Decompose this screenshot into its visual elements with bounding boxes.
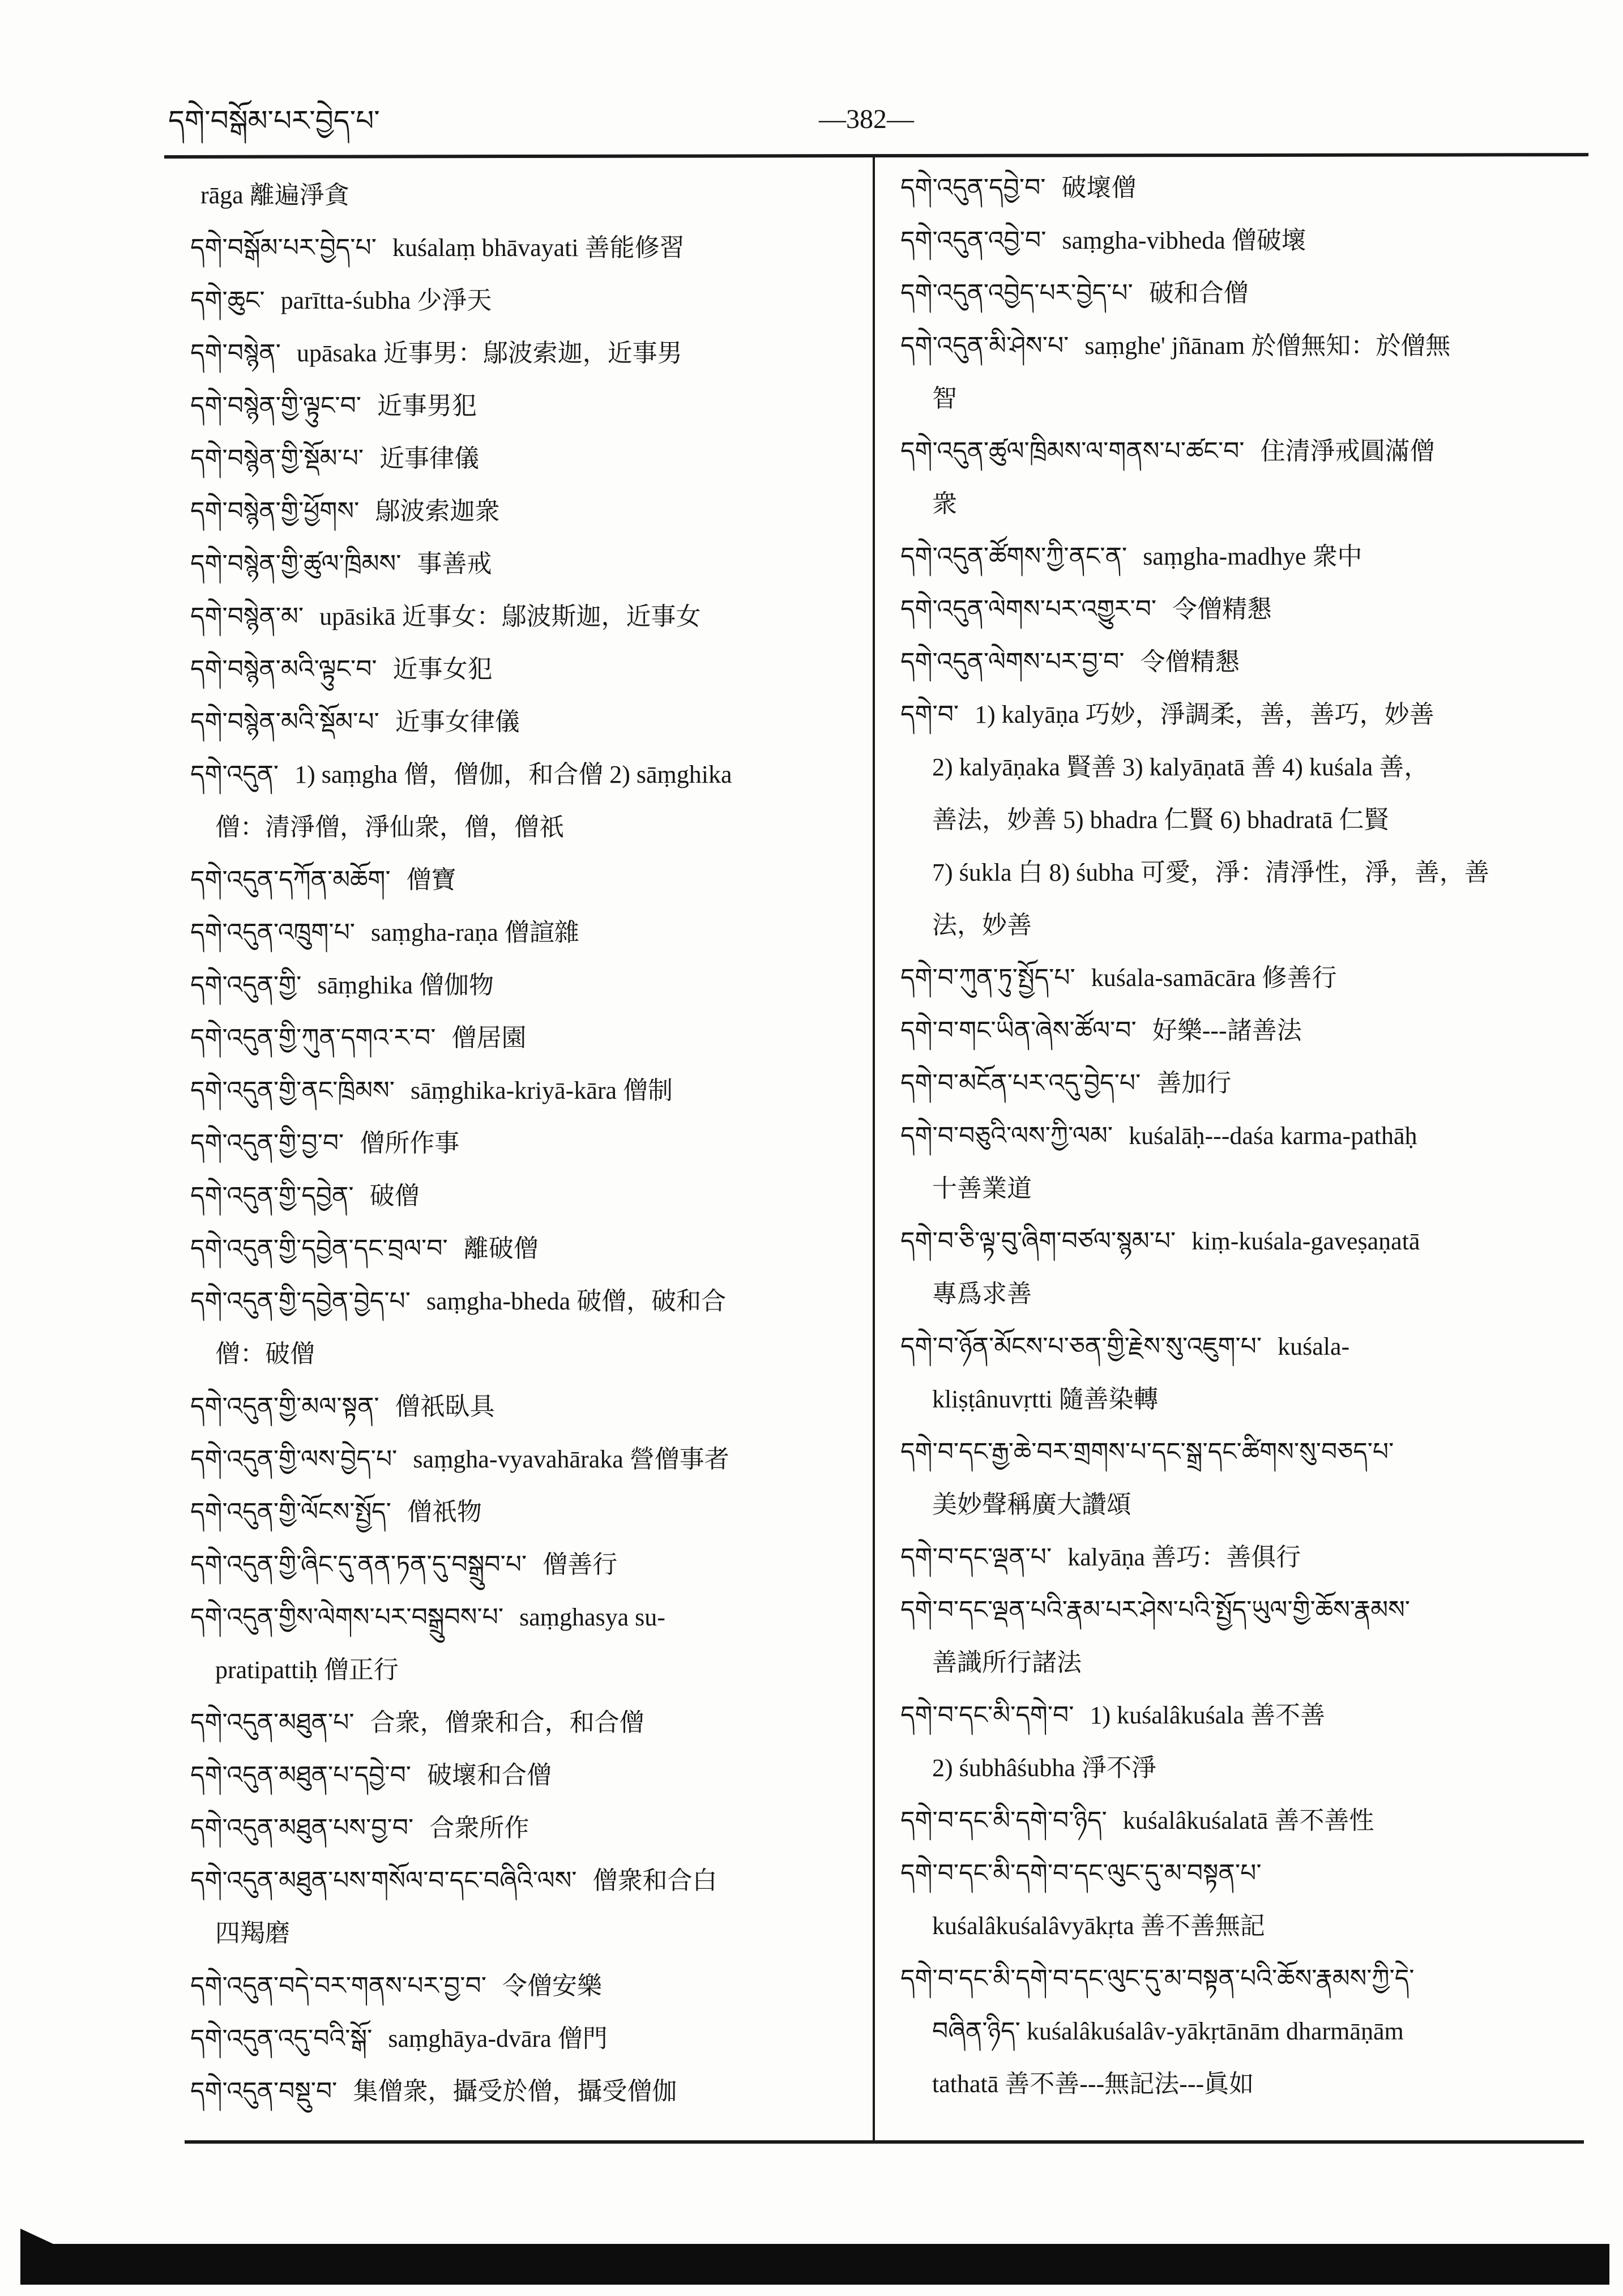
tibetan-headword: དགེ་བསྙེན་མའི་སྡོམ་པ་	[190, 707, 379, 736]
entry-headline	[900, 1584, 1597, 1636]
dictionary-entry	[190, 2012, 866, 2065]
tibetan-headword: དགེ་འདུན་གྱི་ལོངས་སྤྱོད་	[190, 1497, 391, 1526]
dictionary-entry	[190, 1696, 866, 1749]
entry-gloss: sāṃghika 僧伽物	[317, 971, 494, 999]
dictionary-entry	[190, 537, 866, 590]
entry-gloss: 合衆所作	[429, 1814, 529, 1842]
entry-headline	[190, 1538, 866, 1591]
entry-headline	[190, 1591, 866, 1644]
entry-gloss: 僧所作事	[360, 1129, 460, 1157]
dictionary-entry	[190, 1749, 866, 1802]
right-column	[900, 161, 1597, 2113]
entry-headline	[190, 748, 866, 801]
entry-headline	[190, 643, 866, 695]
entry-headline	[190, 1433, 866, 1486]
dictionary-entry	[190, 1802, 866, 1854]
entry-gloss: saṃgha-bheda 破僧，破和合	[426, 1287, 727, 1315]
entry-headline	[190, 485, 866, 537]
entry-headline	[900, 1426, 1597, 1478]
dictionary-entry	[190, 695, 866, 748]
tibetan-headword: དགེ་འདུན་མི་ཤེས་པ་	[900, 331, 1069, 360]
entry-gloss: sāṃghika-kriyā-kāra 僧制	[410, 1077, 673, 1104]
entry-gloss: 事善戒	[417, 550, 492, 578]
tibetan-headword: དགེ་འདུན་གྱི་མལ་སྟན་	[190, 1392, 379, 1421]
dictionary-entry	[900, 688, 1597, 951]
entry-headline	[900, 1109, 1597, 1162]
entry-gloss: 破僧	[369, 1182, 420, 1210]
entry-continuation: kuśalâkuśalâvyākṛta 善不善無記	[932, 1912, 1265, 1940]
entry-headline	[900, 319, 1597, 372]
tibetan-headword: དགེ་བ་གང་ཡིན་ཞེས་ཚོལ་བ་	[900, 1016, 1137, 1045]
tibetan-headword: དགེ་འདུན་གྱིས་ལེགས་པར་བསྒྲུབས་པ་	[190, 1603, 504, 1632]
entry-headline	[900, 1689, 1597, 1742]
entry-continuation: rāga 離遍淨貪	[200, 181, 349, 209]
dictionary-entry	[190, 906, 866, 959]
entry-headline	[190, 379, 866, 432]
entry-gloss: kalyāṇa 善巧：善俱行	[1067, 1543, 1301, 1571]
dictionary-entry	[190, 1538, 866, 1591]
dictionary-entry	[190, 1012, 866, 1064]
tibetan-headword: དགེ་འདུན་མཐུན་པས་གསོལ་བ་དང་བཞིའི་ལས་	[190, 1866, 577, 1895]
tibetan-headword: དགེ་འདུན་གྱི་ལས་བྱེད་པ་	[190, 1445, 398, 1474]
entry-headline	[900, 1952, 1597, 2005]
entry-gloss: parītta-śubha 少淨天	[280, 287, 492, 314]
entry-headline	[190, 1749, 866, 1802]
entry-gloss: 合衆，僧衆和合，和合僧	[370, 1709, 644, 1736]
dictionary-entry	[190, 1275, 866, 1380]
entry-gloss: kuśalāḥ---daśa karma-pathāḥ	[1129, 1122, 1417, 1150]
tibetan-headword: དགེ་འདུན་གྱི་ཞིང་དུ་ནན་ཏན་དུ་བསྒྲུབ་པ་	[190, 1550, 527, 1579]
header-rule	[164, 153, 1588, 159]
dictionary-entry	[900, 1952, 1597, 2110]
entry-headline	[900, 1215, 1597, 1268]
dictionary-entry	[900, 635, 1597, 688]
dictionary-entry	[190, 432, 866, 485]
dictionary-entry	[190, 2065, 866, 2118]
tibetan-headword: དགེ་ཆུང་	[190, 286, 265, 315]
entry-gloss: saṃgha-vyavahāraka 營僧事者	[413, 1445, 729, 1473]
entry-gloss: 1) saṃgha 僧，僧伽，和合僧 2) sāṃghika	[294, 761, 732, 788]
dictionary-entry	[900, 1057, 1597, 1109]
entry-gloss: 集僧衆，攝受於僧，攝受僧伽	[353, 2077, 677, 2105]
entry-gloss: 近事男犯	[377, 392, 477, 420]
tibetan-headword: དགེ་བ་དང་མི་དགེ་བ་ཉིད་	[900, 1806, 1107, 1835]
tibetan-headword: དགེ་བ་མངོན་པར་འདུ་བྱེད་པ་	[900, 1069, 1141, 1098]
dictionary-entry	[900, 161, 1597, 214]
entry-continuation: 美妙聲稱廣大讚頌	[932, 1491, 1131, 1518]
tibetan-headword: དགེ་འདུན་ལེགས་པར་བྱ་བ་	[900, 647, 1125, 676]
entry-headline	[190, 1222, 866, 1275]
entry-headline	[900, 1847, 1597, 1900]
tibetan-headword: དགེ་བ་	[900, 700, 959, 729]
tibetan-headword: དགེ་འདུན་མཐུན་པ་དབྱེ་བ་	[190, 1761, 412, 1790]
dictionary-entry	[190, 485, 866, 537]
dictionary-entry	[190, 1591, 866, 1696]
entry-gloss: kuśalâkuśalatā 善不善性	[1122, 1807, 1374, 1834]
dictionary-entry	[190, 1433, 866, 1486]
left-column	[190, 169, 866, 2120]
dictionary-entry	[900, 1426, 1597, 1531]
entry-headline	[190, 221, 866, 274]
dictionary-entry	[900, 319, 1597, 425]
bottom-rule	[185, 2140, 1584, 2144]
entry-headline	[190, 959, 866, 1012]
tibetan-headword: དགེ་བ་དང་མི་དགེ་བ་	[900, 1701, 1074, 1730]
running-head-title: དགེ་བསྒོམ་པར་བྱེད་པ་	[168, 104, 380, 137]
dictionary-entry	[900, 1109, 1597, 1215]
entry-continuation: 專爲求善	[932, 1280, 1032, 1308]
dictionary-entry	[190, 1486, 866, 1538]
dictionary-entry	[190, 590, 866, 643]
tibetan-headword: དགེ་བ་བཅུའི་ལས་ཀྱི་ལམ་	[900, 1121, 1113, 1150]
entry-gloss: upāsaka 近事男：鄔波索迦，近事男	[296, 339, 682, 367]
entry-headline	[190, 274, 866, 327]
dictionary-entry	[900, 1689, 1597, 1794]
tibetan-headword: དགེ་འདུན་བསྡུ་བ་	[190, 2077, 338, 2106]
entry-continuation: 智	[932, 385, 957, 412]
entry-continuation: tathatā 善不善---無記法---眞如	[932, 2070, 1254, 2098]
page-number: —382—	[819, 104, 914, 134]
entry-gloss: 好樂---諸善法	[1152, 1017, 1302, 1044]
entry-gloss: 善加行	[1156, 1069, 1232, 1097]
entry-gloss: 令僧精懇	[1140, 648, 1240, 676]
entry-headline	[900, 583, 1597, 635]
entry-headline	[900, 161, 1597, 214]
entry-gloss: 令僧安樂	[502, 1972, 602, 2000]
entry-gloss: saṃghasya su-	[519, 1603, 665, 1631]
entry-headline	[190, 1960, 866, 2012]
tibetan-headword: དགེ་འདུན་འབྱེ་བ་	[900, 226, 1047, 255]
entry-headline	[190, 1012, 866, 1064]
tibetan-headword: དགེ་འདུན་ལེགས་པར་འགྱུར་བ་	[900, 595, 1157, 624]
tibetan-headword: དགེ་འདུན་མཐུན་པས་བྱ་བ་	[190, 1813, 414, 1842]
entry-headline	[190, 695, 866, 748]
dictionary-entry	[190, 1380, 866, 1433]
tibetan-headword: དགེ་འདུན་གྱི་བྱ་བ་	[190, 1129, 344, 1158]
entry-continuation: བཞིན་ཉིད་ kuśalâkuśalâv-yākṛtānām dharmāṇām	[932, 2017, 1404, 2045]
entry-headline	[900, 1004, 1597, 1057]
entry-continuation: 善法，妙善 5) bhadra 仁賢 6) bhadratā 仁賢	[932, 806, 1389, 834]
tibetan-headword: དགེ་བ་དང་ལྡན་པ་	[900, 1543, 1052, 1572]
entry-headline	[190, 1170, 866, 1222]
entry-gloss: 鄔波索迦衆	[375, 497, 500, 525]
entry-headline	[900, 1057, 1597, 1109]
dictionary-entry	[900, 1794, 1597, 1847]
entry-headline	[900, 688, 1597, 741]
dictionary-entry	[190, 748, 866, 853]
tibetan-headword: དགེ་འདུན་ཚོགས་ཀྱི་ནང་ན་	[900, 542, 1127, 571]
entry-continuation: pratipattiḥ 僧正行	[215, 1656, 399, 1684]
entry-headline	[900, 214, 1597, 267]
entry-headline	[190, 1802, 866, 1854]
dictionary-entry	[190, 379, 866, 432]
dictionary-entry	[900, 1004, 1597, 1057]
entry-gloss: 破壞和合僧	[427, 1761, 552, 1789]
dictionary-entry	[190, 1064, 866, 1117]
tibetan-headword: དགེ་འདུན་གྱི་དབྱེན་	[190, 1181, 354, 1210]
entry-gloss: 破壞僧	[1061, 174, 1137, 202]
dictionary-entry	[900, 1215, 1597, 1320]
entry-continuation: 法，妙善	[932, 911, 1032, 939]
entry-headline	[900, 530, 1597, 583]
dictionary-entry	[900, 1320, 1597, 1426]
tibetan-headword: དགེ་འདུན་ཚུལ་ཁྲིམས་ལ་གནས་པ་ཚང་བ་	[900, 437, 1245, 466]
entry-gloss: 近事律儀	[379, 445, 480, 472]
entry-continuation: 2) kalyāṇaka 賢善 3) kalyāṇatā 善 4) kuśala 善，	[932, 753, 1429, 781]
entry-gloss: kuśala-samācāra 修善行	[1091, 964, 1337, 992]
entry-headline	[190, 432, 866, 485]
dictionary-entry	[900, 1531, 1597, 1584]
tibetan-headword: དགེ་འདུན་བདེ་བར་གནས་པར་བྱ་བ་	[190, 1971, 486, 2000]
entry-headline	[190, 1380, 866, 1433]
entry-gloss: 近事女律儀	[395, 708, 520, 736]
dictionary-entry	[190, 959, 866, 1012]
entry-continuation: kliṣṭânuvṛtti 隨善染轉	[932, 1385, 1159, 1413]
entry-headline	[900, 951, 1597, 1004]
tibetan-headword: དགེ་འདུན་གྱི་ནང་ཁྲིམས་	[190, 1076, 395, 1105]
entry-headline	[900, 1794, 1597, 1847]
entry-gloss: 1) kuśalâkuśala 善不善	[1090, 1701, 1325, 1729]
entry-gloss: kuśalaṃ bhāvayati 善能修習	[392, 234, 685, 262]
tibetan-headword: དགེ་འདུན་གྱི་དབྱེན་དང་བྲལ་བ་	[190, 1234, 448, 1263]
entry-gloss: kuśala-	[1278, 1333, 1350, 1360]
tibetan-headword: དགེ་འདུན་མཐུན་པ་	[190, 1708, 355, 1737]
tibetan-headword: དགེ་བསྙེན་མ་	[190, 602, 304, 631]
dictionary-entry	[190, 1854, 866, 1960]
tibetan-headword: དགེ་འདུན་གྱི་	[190, 971, 302, 1000]
entry-headline	[190, 537, 866, 590]
entry-gloss: 住清淨戒圓滿僧	[1260, 437, 1435, 465]
entry-gloss: 僧祇臥具	[395, 1393, 495, 1420]
entry-gloss: upāsikā 近事女：鄔波斯迦，近事女	[319, 603, 701, 630]
dictionary-entry	[190, 221, 866, 274]
tibetan-headword: དགེ་བསྙེན་	[190, 339, 281, 368]
scan-edge-band	[20, 2244, 1609, 2285]
entry-continuation: 善識所行諸法	[932, 1649, 1082, 1676]
entry-headline	[190, 1854, 866, 1907]
entry-headline	[190, 327, 866, 379]
entry-headline	[190, 2012, 866, 2065]
tibetan-headword: དགེ་བ་དང་མི་དགེ་བ་དང་ལུང་དུ་མ་བསྟན་པ་	[900, 1859, 1262, 1888]
entry-gloss: saṃghāya-dvāra 僧門	[388, 2025, 608, 2052]
tibetan-headword: དགེ་བསྙེན་གྱི་ལྟུང་བ་	[190, 391, 362, 420]
entry-headline	[190, 1275, 866, 1328]
entry-headline	[900, 1320, 1597, 1373]
tibetan-headword: དགེ་བསྙེན་གྱི་ཕྱོགས་	[190, 497, 360, 526]
tibetan-headword: དགེ་འདུན་	[190, 760, 279, 789]
entry-headline	[190, 1696, 866, 1749]
entry-headline	[190, 1064, 866, 1117]
entry-continuation: 僧：清淨僧，淨仙衆，僧，僧祇	[215, 813, 564, 841]
dictionary-entry	[190, 1117, 866, 1170]
tibetan-headword: དགེ་བསྙེན་གྱི་སྡོམ་པ་	[190, 444, 364, 473]
tibetan-headword: དགེ་འདུན་འབྱེད་པར་བྱེད་པ་	[900, 279, 1133, 308]
entry-headline	[190, 590, 866, 643]
entry-headline	[190, 1117, 866, 1170]
dictionary-entry	[900, 530, 1597, 583]
tibetan-headword: དགེ་བསྒོམ་པར་བྱེད་པ་	[190, 233, 377, 262]
tibetan-headword: དགེ་བསྙེན་མའི་ལྟུང་བ་	[190, 655, 377, 684]
entry-continuation: 衆	[932, 490, 957, 518]
entry-gloss: 近事女犯	[392, 655, 493, 683]
dictionary-entry	[190, 274, 866, 327]
entry-gloss: saṃgha-madhye 衆中	[1143, 543, 1363, 570]
entry-gloss: saṃghe' jñānam 於僧無知：於僧無	[1084, 332, 1451, 360]
dictionary-entry	[190, 643, 866, 695]
entry-gloss: 離破僧	[463, 1235, 539, 1262]
entry-continuation: 四羯磨	[215, 1919, 290, 1947]
dictionary-entry	[900, 951, 1597, 1004]
tibetan-headword: དགེ་བ་དང་ལྡན་པའི་རྣམ་པར་ཤེས་པའི་སྤྱོད་ཡུལ་གྱི་ཆོས་རྣམས་	[900, 1595, 1411, 1624]
entry-headline	[190, 1486, 866, 1538]
entry-headline	[900, 1531, 1597, 1584]
entry-gloss: kiṃ-kuśala-gaveṣaṇatā	[1191, 1227, 1420, 1255]
tibetan-headword: དགེ་བ་ཉོན་མོངས་པ་ཅན་གྱི་རྗེས་སུ་འཇུག་པ་	[900, 1332, 1262, 1361]
dictionary-entry	[190, 327, 866, 379]
dictionary-entry	[900, 425, 1597, 530]
entry-headline	[900, 425, 1597, 477]
tibetan-headword: དགེ་འདུན་འཁྲུག་པ་	[190, 918, 356, 947]
column-divider	[873, 157, 875, 2142]
tibetan-headword: དགེ་འདུན་དབྱེ་བ་	[900, 173, 1046, 202]
dictionary-entry	[190, 1960, 866, 2012]
entry-gloss: 僧祇物	[407, 1498, 482, 1526]
tibetan-headword: དགེ་འདུན་གྱི་དབྱེན་བྱེད་པ་	[190, 1287, 411, 1316]
entry-gloss: 僧衆和合白	[592, 1867, 717, 1894]
dictionary-entry	[190, 1170, 866, 1222]
entry-continuation: 僧：破僧	[215, 1340, 315, 1368]
entry-gloss: 僧居園	[451, 1024, 527, 1052]
tibetan-headword: དགེ་བ་དང་རྒྱ་ཆེ་བར་གྲགས་པ་དང་སྒྲ་དང་ཚིགས་སུ་བཅད་པ་	[900, 1437, 1394, 1466]
entry-continuation: 2) śubhâśubha 淨不淨	[932, 1754, 1156, 1782]
tibetan-headword: དགེ་འདུན་དཀོན་མཆོག་	[190, 865, 391, 894]
tibetan-headword: དགེ་བསྙེན་གྱི་ཚུལ་ཁྲིམས་	[190, 549, 402, 578]
entry-gloss: 1) kalyāṇa 巧妙，淨調柔，善，善巧，妙善	[975, 701, 1434, 728]
entry-gloss: 破和合僧	[1148, 279, 1249, 307]
entry-gloss: saṃgha-vibheda 僧破壞	[1062, 227, 1306, 254]
entry-headline	[190, 853, 866, 906]
tibetan-headword: དགེ་འདུན་གྱི་ཀུན་དགའ་ར་བ་	[190, 1023, 436, 1052]
tibetan-headword: དགེ་བ་དང་མི་དགེ་བ་དང་ལུང་དུ་མ་བསྟན་པའི་ཆོས་རྣམས་ཀྱི་དེ་	[900, 1964, 1415, 1993]
entry-headline	[900, 635, 1597, 688]
tibetan-headword: དགེ་བ་ཀུན་ཏུ་སྤྱོད་པ་	[900, 963, 1075, 992]
dictionary-entry	[900, 267, 1597, 319]
tibetan-headword: དགེ་འདུན་འདུ་བའི་སྒོ་	[190, 2024, 373, 2053]
dictionary-entry	[900, 1847, 1597, 1952]
dictionary-entry	[190, 1222, 866, 1275]
dictionary-entry	[190, 853, 866, 906]
entry-continuation: 十善業道	[932, 1175, 1032, 1202]
entry-gloss: 僧寶	[406, 866, 456, 894]
dictionary-entry	[900, 214, 1597, 267]
entry-gloss: 僧善行	[543, 1551, 618, 1578]
entry-headline	[900, 267, 1597, 319]
entry-continuation: 7) śukla 白 8) śubha 可愛，淨：清淨性，淨，善，善	[932, 859, 1489, 886]
entry-gloss: saṃgha-raṇa 僧諠雜	[371, 919, 579, 946]
dictionary-entry	[900, 1584, 1597, 1689]
entry-headline	[190, 2065, 866, 2118]
entry-gloss: 令僧精懇	[1172, 595, 1272, 623]
entry-headline	[190, 906, 866, 959]
dictionary-entry	[900, 583, 1597, 635]
tibetan-headword: དགེ་བ་ཅི་ལྟ་བུ་ཞིག་བཙལ་སྙམ་པ་	[900, 1227, 1176, 1256]
